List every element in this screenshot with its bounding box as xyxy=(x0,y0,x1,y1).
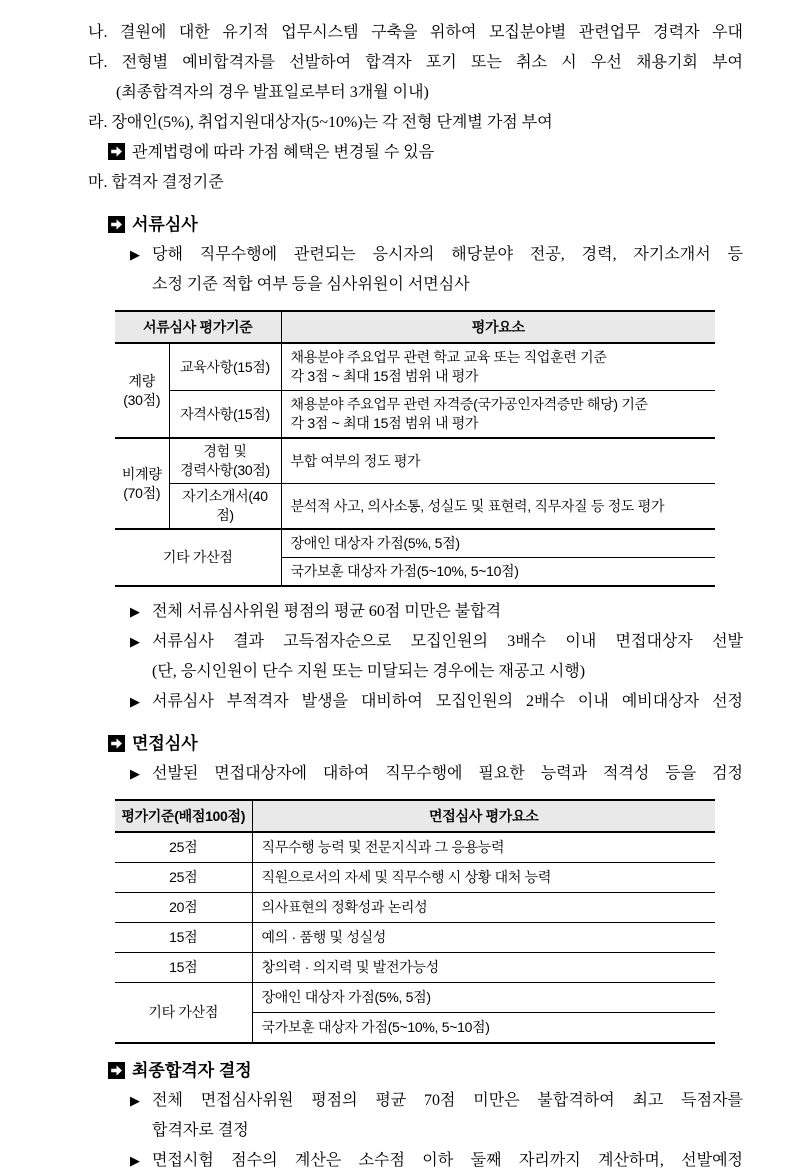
section-header-document-review xyxy=(88,210,743,240)
list-item-da xyxy=(88,48,743,78)
list-item-label: 나. xyxy=(88,24,108,41)
bullet-min-70-continuation: 합격자로 결정 xyxy=(152,1122,249,1139)
list-item-text: 전형별 예비합격자를 선발하여 합격자 포기 또는 취소 시 우선 채용기회 부여 xyxy=(121,54,743,71)
table-row xyxy=(115,343,715,391)
cell-etc-bonus: 기타 가산점 xyxy=(115,529,281,586)
bullet-3x-continuation: (단, 응시인원이 단수 지원 또는 미달되는 경우에는 재공고 시행) xyxy=(152,663,586,680)
list-item-ma xyxy=(88,168,743,198)
cell-education-label: 교육사항(15점) xyxy=(169,343,281,391)
table-header-factors: 평가요소 xyxy=(281,311,715,343)
cell-etc-bonus: 기타 가산점 xyxy=(115,983,252,1044)
table-row xyxy=(115,923,715,953)
list-item-da-continuation: (최종합격자의 경우 발표일로부터 3개월 이내) xyxy=(116,84,429,101)
bullet-text: 서류심사 결과 고득점자순으로 모집인원의 3배수 이내 면접대상자 선발 xyxy=(152,633,743,650)
triangle-bullet-icon: ▶ xyxy=(130,1093,140,1108)
list-item-na xyxy=(88,18,743,48)
table-row xyxy=(115,863,715,893)
list-item-text: 합격자 결정기준 xyxy=(111,174,224,191)
list-item-label: 마. xyxy=(88,174,108,191)
cell-score: 25점 xyxy=(115,863,252,893)
table-row xyxy=(115,391,715,439)
document-review-criteria-table xyxy=(115,310,715,587)
table-header-factors: 면접심사 평가요소 xyxy=(252,800,715,832)
section-header-interview xyxy=(88,729,743,759)
table-row xyxy=(115,438,715,484)
cell-score: 25점 xyxy=(115,832,252,863)
bullet-text: 선발된 면접대상자에 대하여 직무수행에 필요한 능력과 적격성 등을 검정 xyxy=(152,765,743,782)
list-item-label: 라. xyxy=(88,114,108,131)
triangle-bullet-icon: ▶ xyxy=(130,766,140,781)
bullet-score-calculation xyxy=(88,1146,743,1176)
cell-selfintro-label: 자기소개서(40점) xyxy=(169,484,281,530)
note-law xyxy=(88,138,743,168)
table-row xyxy=(115,529,715,558)
cell-certificate-label: 자격사항(15점) xyxy=(169,391,281,439)
list-item-text: 장애인(5%), 취업지원대상자(5~10%)는 각 전형 단계별 가점 부여 xyxy=(111,114,553,131)
bullet-danghae xyxy=(88,240,743,270)
cell-score: 20점 xyxy=(115,893,252,923)
cell-factor: 창의력 · 의지력 및 발전가능성 xyxy=(252,953,715,983)
cell-score: 15점 xyxy=(115,923,252,953)
triangle-bullet-icon: ▶ xyxy=(130,694,140,709)
cell-certificate-desc: 채용분야 주요업무 관련 자격증(국가공인자격증만 해당) 기준 각 3점 ~ 최대 15점 범위 내 평가 xyxy=(281,391,715,439)
cell-etc-veteran: 국가보훈 대상자 가점(5~10%, 5~10점) xyxy=(281,558,715,587)
arrow-square-icon xyxy=(108,216,125,233)
list-item-text: 결원에 대한 유기적 업무시스템 구축을 위하여 모집분야별 관련업무 경력자 우대 xyxy=(120,24,743,41)
section-header-text: 최종합격자 결정 xyxy=(132,1061,252,1080)
bullet-2x-reserve xyxy=(88,687,743,717)
table-row xyxy=(115,983,715,1013)
table-row xyxy=(115,484,715,530)
cell-etc-disabled: 장애인 대상자 가점(5%, 5점) xyxy=(281,529,715,558)
cell-non-quantitative: 비계량 (70점) xyxy=(115,438,169,529)
bullet-interview-intro xyxy=(88,759,743,789)
bullet-text: 당해 직무수행에 관련되는 응시자의 해당분야 전공, 경력, 자기소개서 등 xyxy=(152,246,743,263)
section-header-text: 서류심사 xyxy=(132,215,198,234)
table-header-row xyxy=(115,800,715,832)
bullet-min-70 xyxy=(88,1086,743,1116)
bullet-text: 서류심사 부적격자 발생을 대비하여 모집인원의 2배수 이내 예비대상자 선정 xyxy=(152,693,743,710)
bullet-text: 면접시험 점수의 계산은 소수점 이하 둘째 자리까지 계산하며, 선발예정 xyxy=(152,1152,743,1169)
triangle-bullet-icon: ▶ xyxy=(130,247,140,262)
cell-etc-disabled: 장애인 대상자 가점(5%, 5점) xyxy=(252,983,715,1013)
triangle-bullet-icon: ▶ xyxy=(130,634,140,649)
arrow-square-icon xyxy=(108,1062,125,1079)
table-row xyxy=(115,953,715,983)
cell-quantitative: 계량 (30점) xyxy=(115,343,169,438)
table-header-criteria: 서류심사 평가기준 xyxy=(115,311,281,343)
bullet-text: 전체 면접심사위원 평점의 평균 70점 미만은 불합격하여 최고 득점자를 xyxy=(152,1092,743,1109)
cell-score: 15점 xyxy=(115,953,252,983)
cell-experience-label: 경험 및 경력사항(30점) xyxy=(169,438,281,484)
section-header-final-decision xyxy=(88,1056,743,1086)
cell-education-desc: 채용분야 주요업무 관련 학교 교육 또는 직업훈련 기준 각 3점 ~ 최대 15점 범위 내 평가 xyxy=(281,343,715,391)
table-row xyxy=(115,893,715,923)
bullet-3x-shortlist xyxy=(88,627,743,657)
section-header-text: 면접심사 xyxy=(132,734,198,753)
interview-criteria-table xyxy=(115,799,715,1044)
arrow-square-icon xyxy=(108,735,125,752)
list-item-label: 다. xyxy=(88,54,108,71)
list-item-ra xyxy=(88,108,743,138)
arrow-square-icon xyxy=(108,143,125,160)
cell-factor: 직무수행 능력 및 전문지식과 그 응용능력 xyxy=(252,832,715,863)
bullet-text: 전체 서류심사위원 평점의 평균 60점 미만은 불합격 xyxy=(152,603,502,620)
cell-factor: 직원으로서의 자세 및 직무수행 시 상황 대처 능력 xyxy=(252,863,715,893)
table-row xyxy=(115,832,715,863)
bullet-min-60 xyxy=(88,597,743,627)
bullet-danghae-continuation: 소정 기준 적합 여부 등을 심사위원이 서면심사 xyxy=(152,276,470,293)
cell-etc-veteran: 국가보훈 대상자 가점(5~10%, 5~10점) xyxy=(252,1013,715,1044)
triangle-bullet-icon: ▶ xyxy=(130,1153,140,1168)
table-header-criteria: 평가기준(배점100점) xyxy=(115,800,252,832)
table-header-row xyxy=(115,311,715,343)
triangle-bullet-icon: ▶ xyxy=(130,604,140,619)
cell-factor: 예의 · 품행 및 성실성 xyxy=(252,923,715,953)
cell-experience-desc: 부합 여부의 정도 평가 xyxy=(281,438,715,484)
cell-factor: 의사표현의 정확성과 논리성 xyxy=(252,893,715,923)
note-law-text: 관계법령에 따라 가점 혜택은 변경될 수 있음 xyxy=(132,144,435,161)
cell-selfintro-desc: 분석적 사고, 의사소통, 성실도 및 표현력, 직무자질 등 정도 평가 xyxy=(281,484,715,530)
